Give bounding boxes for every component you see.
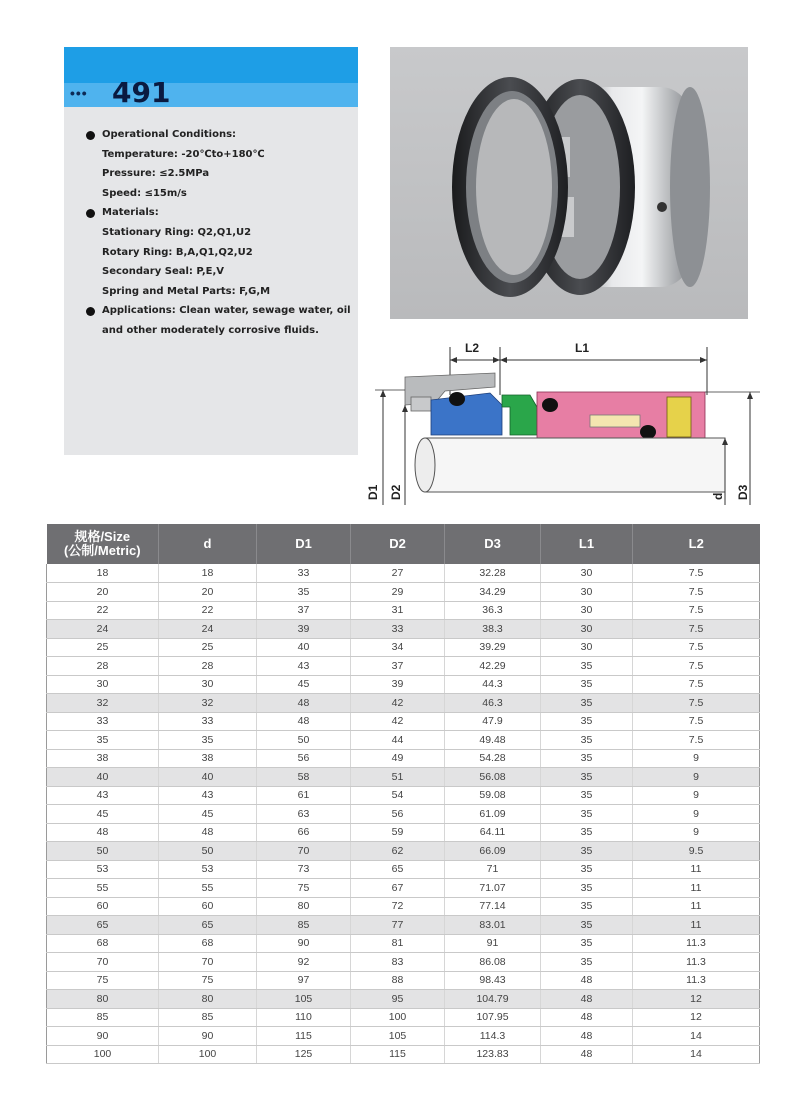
info-panel [64, 47, 358, 455]
cell-D3: 47.9 [445, 712, 541, 731]
cell-L1: 30 [541, 638, 633, 657]
cell-D3: 34.29 [445, 583, 541, 602]
cell-D2: 27 [351, 564, 445, 583]
cell-d: 20 [159, 583, 257, 602]
cell-D1: 39 [257, 620, 351, 639]
cell-L2: 7.5 [633, 638, 760, 657]
cell-D3: 114.3 [445, 1027, 541, 1046]
table-row [47, 897, 760, 916]
cell-D2: 77 [351, 916, 445, 935]
cell-size: 60 [47, 897, 159, 916]
table-row [47, 620, 760, 639]
cell-L2: 12 [633, 1008, 760, 1027]
cell-D2: 67 [351, 879, 445, 898]
cell-L1: 30 [541, 601, 633, 620]
cell-D2: 81 [351, 934, 445, 953]
cell-D2: 39 [351, 675, 445, 694]
rotary-ring-line: Rotary Ring: B,A,Q1,Q2,U2 [102, 247, 253, 258]
cell-D1: 75 [257, 879, 351, 898]
label-D3: D3 [736, 484, 750, 500]
cell-L1: 48 [541, 971, 633, 990]
cell-d: 70 [159, 953, 257, 972]
cell-size: 100 [47, 1045, 159, 1064]
cell-L2: 7.5 [633, 583, 760, 602]
cell-D3: 66.09 [445, 842, 541, 861]
cell-size: 50 [47, 842, 159, 861]
cell-L1: 35 [541, 842, 633, 861]
applications-line-1: Applications: Clean water, sewage water, oil [102, 305, 351, 316]
table-row [47, 564, 760, 583]
header-dots: ••• [70, 85, 88, 101]
cell-L2: 7.5 [633, 601, 760, 620]
cell-L2: 7.5 [633, 657, 760, 676]
cell-D3: 64.11 [445, 823, 541, 842]
header-D2: D2 [351, 524, 445, 564]
cell-L1: 35 [541, 675, 633, 694]
cell-D3: 46.3 [445, 694, 541, 713]
cell-D1: 33 [257, 564, 351, 583]
cell-D1: 66 [257, 823, 351, 842]
table-row [47, 675, 760, 694]
cell-d: 60 [159, 897, 257, 916]
table-row [47, 805, 760, 824]
cell-D1: 50 [257, 731, 351, 750]
label-d: d [711, 492, 725, 500]
cell-D3: 36.3 [445, 601, 541, 620]
cell-L2: 7.5 [633, 694, 760, 713]
cell-L1: 35 [541, 953, 633, 972]
cell-D2: 115 [351, 1045, 445, 1064]
cell-size: 85 [47, 1008, 159, 1027]
cell-D3: 42.29 [445, 657, 541, 676]
cell-d: 68 [159, 934, 257, 953]
header-d: d [159, 524, 257, 564]
cell-L2: 9 [633, 749, 760, 768]
cell-d: 75 [159, 971, 257, 990]
cell-D2: 33 [351, 620, 445, 639]
cell-D3: 107.95 [445, 1008, 541, 1027]
cell-d: 53 [159, 860, 257, 879]
cell-D3: 104.79 [445, 990, 541, 1009]
cell-D2: 105 [351, 1027, 445, 1046]
cell-L2: 7.5 [633, 731, 760, 750]
cell-size: 68 [47, 934, 159, 953]
cell-d: 32 [159, 694, 257, 713]
cell-D3: 44.3 [445, 675, 541, 694]
table-row [47, 916, 760, 935]
cell-d: 50 [159, 842, 257, 861]
cell-D2: 31 [351, 601, 445, 620]
cell-D2: 56 [351, 805, 445, 824]
table-row [47, 694, 760, 713]
cell-L2: 11 [633, 897, 760, 916]
cell-D1: 110 [257, 1008, 351, 1027]
cell-D1: 45 [257, 675, 351, 694]
cell-L2: 7.5 [633, 675, 760, 694]
cell-L2: 14 [633, 1045, 760, 1064]
cell-size: 32 [47, 694, 159, 713]
cell-D2: 49 [351, 749, 445, 768]
cell-d: 85 [159, 1008, 257, 1027]
cell-L1: 35 [541, 934, 633, 953]
header-D1: D1 [257, 524, 351, 564]
table-row [47, 990, 760, 1009]
table-row [47, 638, 760, 657]
cell-size: 24 [47, 620, 159, 639]
technical-drawing [365, 335, 765, 515]
cell-D3: 83.01 [445, 916, 541, 935]
cell-L2: 7.5 [633, 564, 760, 583]
table-row [47, 842, 760, 861]
speed-line: Speed: ≤15m/s [102, 188, 187, 199]
cell-D3: 77.14 [445, 897, 541, 916]
cell-L2: 11.3 [633, 934, 760, 953]
cell-L2: 11.3 [633, 953, 760, 972]
cell-L2: 9 [633, 805, 760, 824]
cell-D3: 123.83 [445, 1045, 541, 1064]
cell-D1: 70 [257, 842, 351, 861]
cell-size: 20 [47, 583, 159, 602]
cell-D2: 83 [351, 953, 445, 972]
cell-L1: 30 [541, 620, 633, 639]
applications-line-2: and other moderately corrosive fluids. [102, 325, 319, 336]
cell-D1: 85 [257, 916, 351, 935]
cell-L1: 48 [541, 1027, 633, 1046]
cell-size: 45 [47, 805, 159, 824]
cell-L2: 7.5 [633, 712, 760, 731]
label-L2: L2 [465, 341, 480, 355]
cell-L2: 14 [633, 1027, 760, 1046]
cell-D1: 56 [257, 749, 351, 768]
materials-heading: Materials: [102, 207, 159, 218]
cell-d: 25 [159, 638, 257, 657]
cell-size: 70 [47, 953, 159, 972]
cell-L2: 11 [633, 879, 760, 898]
table-row [47, 768, 760, 787]
cell-D2: 42 [351, 712, 445, 731]
cell-size: 35 [47, 731, 159, 750]
cell-D2: 42 [351, 694, 445, 713]
cell-D3: 71.07 [445, 879, 541, 898]
cell-L2: 9 [633, 768, 760, 787]
cell-d: 22 [159, 601, 257, 620]
cell-D2: 100 [351, 1008, 445, 1027]
label-D1: D1 [366, 484, 380, 500]
cell-L1: 35 [541, 916, 633, 935]
cell-D2: 34 [351, 638, 445, 657]
cell-d: 80 [159, 990, 257, 1009]
cell-size: 55 [47, 879, 159, 898]
cell-L1: 30 [541, 564, 633, 583]
cell-d: 40 [159, 768, 257, 787]
cell-L2: 9.5 [633, 842, 760, 861]
cell-D2: 65 [351, 860, 445, 879]
cell-size: 38 [47, 749, 159, 768]
operational-heading: Operational Conditions: [102, 129, 237, 140]
cell-D1: 125 [257, 1045, 351, 1064]
cell-size: 90 [47, 1027, 159, 1046]
cell-L1: 35 [541, 694, 633, 713]
cell-D3: 98.43 [445, 971, 541, 990]
cell-L2: 12 [633, 990, 760, 1009]
header-band-bottom [64, 83, 358, 107]
cell-d: 100 [159, 1045, 257, 1064]
cell-D1: 40 [257, 638, 351, 657]
cell-D2: 37 [351, 657, 445, 676]
table-row [47, 823, 760, 842]
cell-D3: 54.28 [445, 749, 541, 768]
cell-D1: 80 [257, 897, 351, 916]
label-L1: L1 [575, 341, 590, 355]
cell-L1: 35 [541, 768, 633, 787]
table-row [47, 953, 760, 972]
cell-d: 18 [159, 564, 257, 583]
cell-size: 43 [47, 786, 159, 805]
cell-size: 28 [47, 657, 159, 676]
cell-L1: 35 [541, 879, 633, 898]
header-D3: D3 [445, 524, 541, 564]
cell-L2: 9 [633, 786, 760, 805]
mechanical-seal-image [390, 47, 748, 319]
cell-size: 53 [47, 860, 159, 879]
cell-L1: 35 [541, 805, 633, 824]
cell-d: 45 [159, 805, 257, 824]
table-row [47, 583, 760, 602]
cell-D1: 63 [257, 805, 351, 824]
cell-D3: 49.48 [445, 731, 541, 750]
cell-L2: 11.3 [633, 971, 760, 990]
cell-D1: 92 [257, 953, 351, 972]
cell-D1: 58 [257, 768, 351, 787]
cell-D1: 73 [257, 860, 351, 879]
cell-d: 24 [159, 620, 257, 639]
cell-L1: 48 [541, 1045, 633, 1064]
pressure-line: Pressure: ≤2.5MPa [102, 168, 210, 179]
cell-d: 38 [159, 749, 257, 768]
cell-L1: 48 [541, 990, 633, 1009]
cell-D2: 72 [351, 897, 445, 916]
cross-section-diagram [365, 335, 765, 515]
cell-size: 22 [47, 601, 159, 620]
cell-d: 65 [159, 916, 257, 935]
cell-L1: 48 [541, 1008, 633, 1027]
cell-L1: 30 [541, 583, 633, 602]
spring-metal-line: Spring and Metal Parts: F,G,M [102, 286, 271, 297]
table-row [47, 731, 760, 750]
table-row [47, 860, 760, 879]
table-row [47, 1027, 760, 1046]
cell-size: 65 [47, 916, 159, 935]
cell-size: 75 [47, 971, 159, 990]
table-row [47, 971, 760, 990]
table-row [47, 1045, 760, 1064]
cell-size: 40 [47, 768, 159, 787]
cell-D3: 38.3 [445, 620, 541, 639]
cell-L1: 35 [541, 823, 633, 842]
table-row [47, 934, 760, 953]
cell-D2: 95 [351, 990, 445, 1009]
cell-D2: 29 [351, 583, 445, 602]
cell-L1: 35 [541, 657, 633, 676]
table-row [47, 786, 760, 805]
cell-L2: 11 [633, 860, 760, 879]
bullet-icon [86, 131, 95, 140]
cell-D3: 32.28 [445, 564, 541, 583]
cell-D1: 97 [257, 971, 351, 990]
cell-L1: 35 [541, 749, 633, 768]
cell-d: 28 [159, 657, 257, 676]
cell-D3: 39.29 [445, 638, 541, 657]
cell-D1: 48 [257, 694, 351, 713]
cell-L1: 35 [541, 897, 633, 916]
cell-size: 48 [47, 823, 159, 842]
table-row [47, 1008, 760, 1027]
table-row [47, 657, 760, 676]
stationary-ring-line: Stationary Ring: Q2,Q1,U2 [102, 227, 252, 238]
cell-D3: 56.08 [445, 768, 541, 787]
header-L1: L1 [541, 524, 633, 564]
header-L2: L2 [633, 524, 760, 564]
cell-D2: 59 [351, 823, 445, 842]
table-row [47, 601, 760, 620]
table-row [47, 749, 760, 768]
cell-D2: 44 [351, 731, 445, 750]
product-photo [390, 47, 748, 319]
temperature-line: Temperature: -20℃to+180℃ [102, 149, 265, 160]
cell-D1: 35 [257, 583, 351, 602]
cell-L2: 11 [633, 916, 760, 935]
cell-size: 18 [47, 564, 159, 583]
cell-d: 30 [159, 675, 257, 694]
cell-size: 25 [47, 638, 159, 657]
bullet-icon [86, 307, 95, 316]
cell-d: 48 [159, 823, 257, 842]
cell-D1: 48 [257, 712, 351, 731]
cell-D2: 54 [351, 786, 445, 805]
table-body [47, 564, 760, 1064]
cell-d: 90 [159, 1027, 257, 1046]
cell-L2: 7.5 [633, 620, 760, 639]
table-row [47, 879, 760, 898]
cell-D1: 37 [257, 601, 351, 620]
header-size: 规格/Size (公制/Metric) [47, 524, 159, 564]
cell-D3: 91 [445, 934, 541, 953]
cell-d: 55 [159, 879, 257, 898]
cell-L1: 35 [541, 860, 633, 879]
cell-D2: 51 [351, 768, 445, 787]
cell-D3: 61.09 [445, 805, 541, 824]
cell-D3: 71 [445, 860, 541, 879]
cell-size: 30 [47, 675, 159, 694]
cell-D1: 115 [257, 1027, 351, 1046]
size-table [46, 524, 760, 1064]
cell-D1: 105 [257, 990, 351, 1009]
cell-L1: 35 [541, 712, 633, 731]
cell-D3: 86.08 [445, 953, 541, 972]
table-header-row [47, 524, 760, 564]
cell-L1: 35 [541, 731, 633, 750]
cell-D1: 90 [257, 934, 351, 953]
cell-D2: 88 [351, 971, 445, 990]
cell-size: 33 [47, 712, 159, 731]
cell-D1: 61 [257, 786, 351, 805]
label-D2: D2 [389, 484, 403, 500]
cell-d: 35 [159, 731, 257, 750]
model-title: 491 [112, 76, 171, 109]
cell-size: 80 [47, 990, 159, 1009]
table-row [47, 712, 760, 731]
cell-D1: 43 [257, 657, 351, 676]
cell-L2: 9 [633, 823, 760, 842]
cell-D3: 59.08 [445, 786, 541, 805]
header-band-top [64, 47, 358, 83]
cell-D2: 62 [351, 842, 445, 861]
bullet-icon [86, 209, 95, 218]
cell-d: 43 [159, 786, 257, 805]
cell-L1: 35 [541, 786, 633, 805]
secondary-seal-line: Secondary Seal: P,E,V [102, 266, 225, 277]
cell-d: 33 [159, 712, 257, 731]
